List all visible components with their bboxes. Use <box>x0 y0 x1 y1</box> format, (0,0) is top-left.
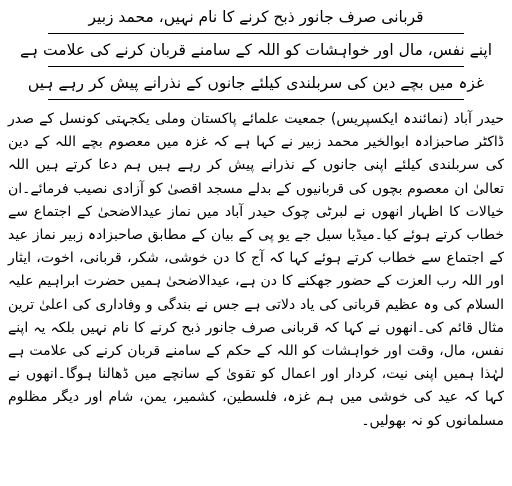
headline-sub-2: غزہ میں بچے دین کی سربلندی کیلئے جانوں کے نذرانے پیش کر رہے ہیں <box>27 74 485 92</box>
article-body: حیدر آباد (نمائندہ ایکسپریس) جمعیت علمائے پاکستان وملی یکجہتی کونسل کے صدر ڈاکٹر صاحبزادہ ابوالخیر محمد زبیر نے کہا ہے کہ غزہ میں معصوم بچے اللہ کے دین کی سربلندی کیلئے اپنی جانوں کے نذرانے پیش کر رہے ہیں ہم دعا کرتے ہیں اللہ تعالیٰ ان معصوم بچوں کی قربانیوں کے بدلے مسجد اقصیٰ کو آزادی نصیب فرمائے۔ان خیالات کا اظہار انھوں نے لبرٹی چوک حیدر آباد میں نماز عیدالاضحیٰ کے اجتماع سے خطاب کرتے ہوئے کیا۔میڈیا سیل جے یو پی کے بیان کے مطابق صاحبزادہ زبیر نماز عید کے اجتماع سے خطاب کرتے ہوئے کہا کہ آج کا دن خوشی، شکر، قربانی، اخوت، ایثار اور اللہ رب العزت کے حضور جھکنے کا دن ہے، عیدالاضحیٰ ہمیں حضرت ابراہیم علیہ السلام کی وہ عظیم قربانی کی یاد دلاتی ہے جس نے بندگی و وفاداری کی اعلیٰ ترین مثال قائم کی۔انھوں نے کہا کہ قربانی صرف جانور ذبح کرنے کا نام نہیں بلکہ یہ اپنے نفس، مال، وقت اور خواہشات کو اللہ کے حکم کے سامنے قربان کرنے کی علامت ہے لہٰذا ہمیں اپنی نیت، کردار اور اعمال کو تقویٰ کے سانچے میں ڈھالنا ہوگا۔انھوں نے کہا کہ عید کی خوشی میں ہم غزہ، فلسطین، کشمیر، یمن، شام اور دیگر مظلوم مسلمانوں کو نہ بھولیں۔ <box>8 111 504 429</box>
news-clipping <box>0 6 512 486</box>
divider <box>48 99 464 100</box>
headline-sub-1: اپنے نفس، مال اور خواہشات کو اللہ کے سامنے قربان کرنے کی علامت ہے <box>19 41 493 59</box>
divider <box>48 33 464 34</box>
headline-main: قربانی صرف جانور ذبح کرنے کا نام نہیں، محمد زبیر <box>88 8 424 26</box>
divider <box>48 66 464 67</box>
